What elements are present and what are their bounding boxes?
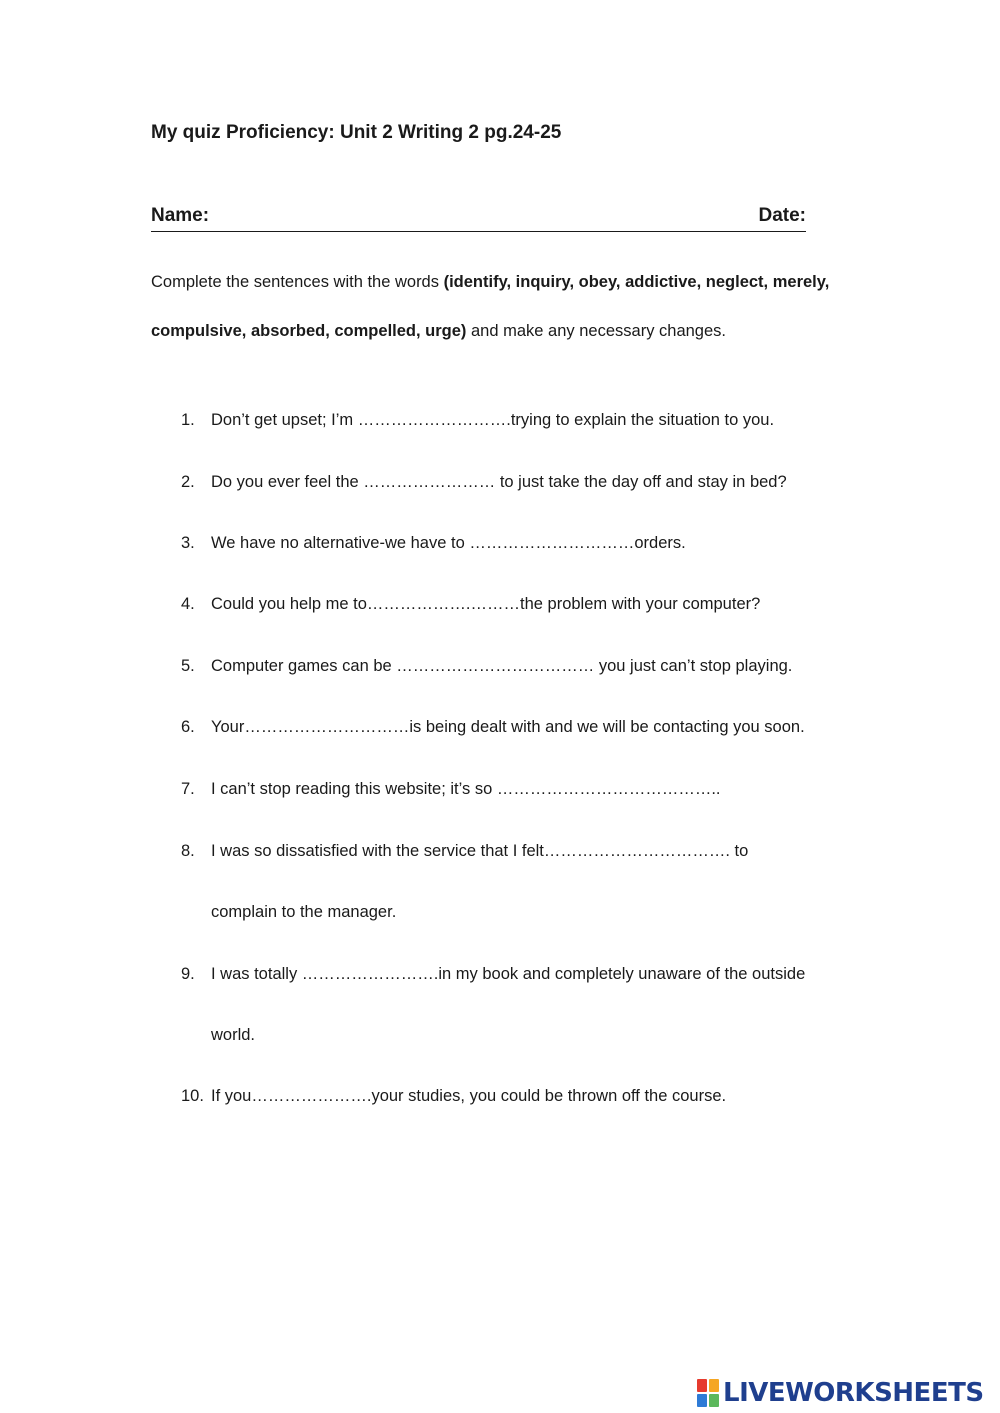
question-item: [181, 411, 774, 430]
question-item: [181, 1087, 726, 1106]
instructions: [151, 258, 851, 356]
question-text: Your…………………………is being dealt with and we will be contacting you soon.: [211, 718, 805, 736]
question-item: [181, 595, 760, 614]
question-item: [181, 780, 721, 799]
question-item: [181, 718, 805, 737]
question-text: Do you ever feel the …………………… to just take the day off and stay in bed?: [211, 473, 787, 491]
name-label: Name:: [151, 205, 210, 226]
page-title: My quiz Proficiency: Unit 2 Writing 2 pg.24-25: [151, 122, 562, 143]
question-text: We have no alternative-we have to …………………………orders.: [211, 534, 686, 552]
liveworksheets-logo: [697, 1378, 984, 1408]
question-continuation: complain to the manager.: [211, 903, 397, 921]
question-item: [181, 965, 806, 1044]
logo-block: [697, 1394, 707, 1407]
instructions-tail: and make any necessary changes.: [466, 322, 726, 340]
logo-text: LIVEWORKSHEETS: [723, 1378, 984, 1408]
question-number: 9.: [181, 965, 195, 983]
question-number: 8.: [181, 842, 195, 860]
question-number: 7.: [181, 780, 195, 798]
logo-block: [709, 1394, 719, 1407]
question-item: [181, 534, 686, 553]
question-number: 5.: [181, 657, 195, 675]
date-label: Date:: [758, 205, 806, 226]
question-number: 2.: [181, 473, 195, 491]
question-text: If you………………….your studies, you could be thrown off the course.: [211, 1087, 727, 1105]
question-text: Computer games can be ……………………………… you just can’t stop playing.: [211, 657, 793, 675]
question-item: [181, 473, 787, 492]
question-text: I was totally …………………….in my book and completely unaware of the outside: [211, 965, 806, 983]
question-text: I can’t stop reading this website; it’s so …………………………………..: [211, 780, 721, 798]
question-number: 1.: [181, 411, 195, 429]
logo-block: [697, 1379, 707, 1392]
question-number: 10.: [181, 1087, 204, 1105]
question-number: 3.: [181, 534, 195, 552]
question-text: Could you help me to……………….………the problem with your computer?: [211, 595, 761, 613]
question-number: 4.: [181, 595, 195, 613]
question-text: I was so dissatisfied with the service that I felt……………………………. to: [211, 842, 749, 860]
logo-block: [709, 1379, 719, 1392]
question-continuation: world.: [211, 1026, 256, 1044]
logo-blocks-icon: [697, 1379, 719, 1407]
question-text: Don’t get upset; I’m ……………………….trying to explain the situation to you.: [211, 411, 775, 429]
question-item: [181, 657, 792, 676]
instructions-lead: Complete the sentences with the words: [151, 273, 444, 291]
question-item: [181, 842, 749, 921]
name-date-line: [151, 205, 806, 232]
word-bank: (identify, inquiry, obey, addictive, neglect, merely, compulsive, absorbed, compelled, urge): [151, 273, 830, 340]
question-number: 6.: [181, 718, 195, 736]
